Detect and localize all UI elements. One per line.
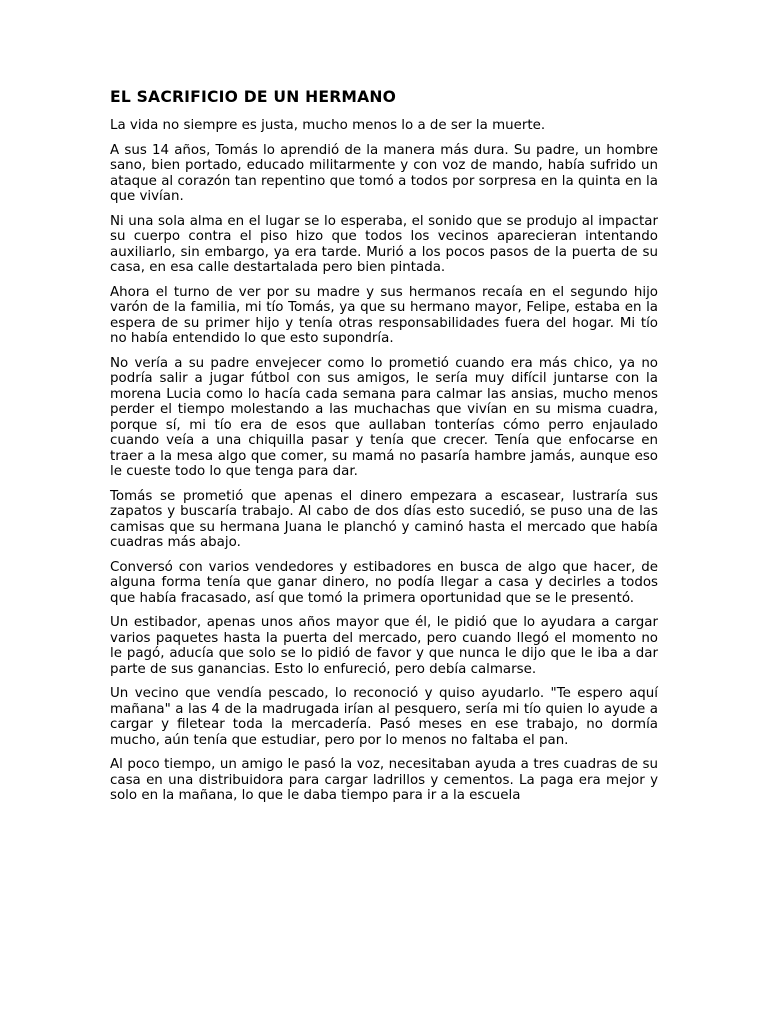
- paragraph-8: Un estibador, apenas unos años mayor que él, le pidió que lo ayudara a cargar varios paquetes hasta la puerta del mercado, pero cuando llegó el momento no le pagó, aducía que solo se lo pidió de favor y que nunca le dijo que le iba a dar parte de sus ganancias. Esto lo enfureció, pero debía calmarse.: [110, 615, 658, 677]
- paragraph-1: La vida no siempre es justa, mucho menos lo a de ser la muerte.: [110, 118, 546, 133]
- paragraph-5: No vería a su padre envejecer como lo prometió cuando era más chico, ya no podría salir a jugar fútbol con sus amigos, le sería muy difícil juntarse con la morena Lucia como lo hacía cada semana para calmar las ansias, mucho menos perder el tiempo molestando a las muchachas que vivían en su misma cuadra, porque sí, mi tío era de esos que aullaban tonterías cómo perro enjaulado cuando veía a una chiquilla pasar y tenía que crecer. Tenía que enfocarse en traer a la mesa algo que comer, su mamá no pasaría hambre jamás, aunque eso le cueste todo lo que tenga para dar.: [110, 355, 658, 479]
- paragraph-10: Al poco tiempo, un amigo le pasó la voz, necesitaban ayuda a tres cuadras de su casa en una distribuidora para cargar ladrillos y cementos. La paga era mejor y solo en la mañana, lo que le daba tiempo para ir a la escuela: [110, 757, 658, 803]
- paragraph-6: Tomás se prometió que apenas el dinero empezara a escasear, lustraría sus zapatos y buscaría trabajo. Al cabo de dos días esto sucedió, se puso una de las camisas que su hermana Juana le planchó y caminó hasta el mercado que había cuadras más abajo.: [110, 488, 658, 550]
- paragraph-9: Un vecino que vendía pescado, lo reconoció y quiso ayudarlo. "Te espero aquí mañana" a las 4 de la madrugada irían al pesquero, sería mi tío quien lo ayude a cargar y filetear toda la mercadería. Pasó meses en ese trabajo, no dormía mucho, aún tenía que estudiar, pero por lo menos no faltaba el pan.: [110, 686, 658, 748]
- paragraph-2: A sus 14 años, Tomás lo aprendió de la manera más dura. Su padre, un hombre sano, bien portado, educado militarmente y con voz de mando, había sufrido un ataque al corazón tan repentino que tomó a todos por sorpresa en la quinta en la que vivían.: [110, 142, 658, 204]
- document-title: EL SACRIFICIO DE UN HERMANO: [110, 88, 397, 106]
- paragraph-4: Ahora el turno de ver por su madre y sus hermanos recaía en el segundo hijo varón de la familia, mi tío Tomás, ya que su hermano mayor, Felipe, estaba en la espera de su primer hijo y tenía otras responsabilidades fuera del hogar. Mi tío no había entendido lo que esto supondría.: [110, 284, 658, 346]
- paragraph-3: Ni una sola alma en el lugar se lo esperaba, el sonido que se produjo al impactar su cuerpo contra el piso hizo que todos los vecinos aparecieran intentando auxiliarlo, sin embargo, ya era tarde. Murió a los pocos pasos de la puerta de su casa, en esa calle destartalada pero bien pintada.: [110, 213, 658, 275]
- paragraph-7: Conversó con varios vendedores y estibadores en busca de algo que hacer, de alguna forma tenía que ganar dinero, no podía llegar a casa y decirles a todos que había fracasado, así que tomó la primera oportunidad que se le presentó.: [110, 559, 658, 606]
- document-page: [110, 88, 658, 804]
